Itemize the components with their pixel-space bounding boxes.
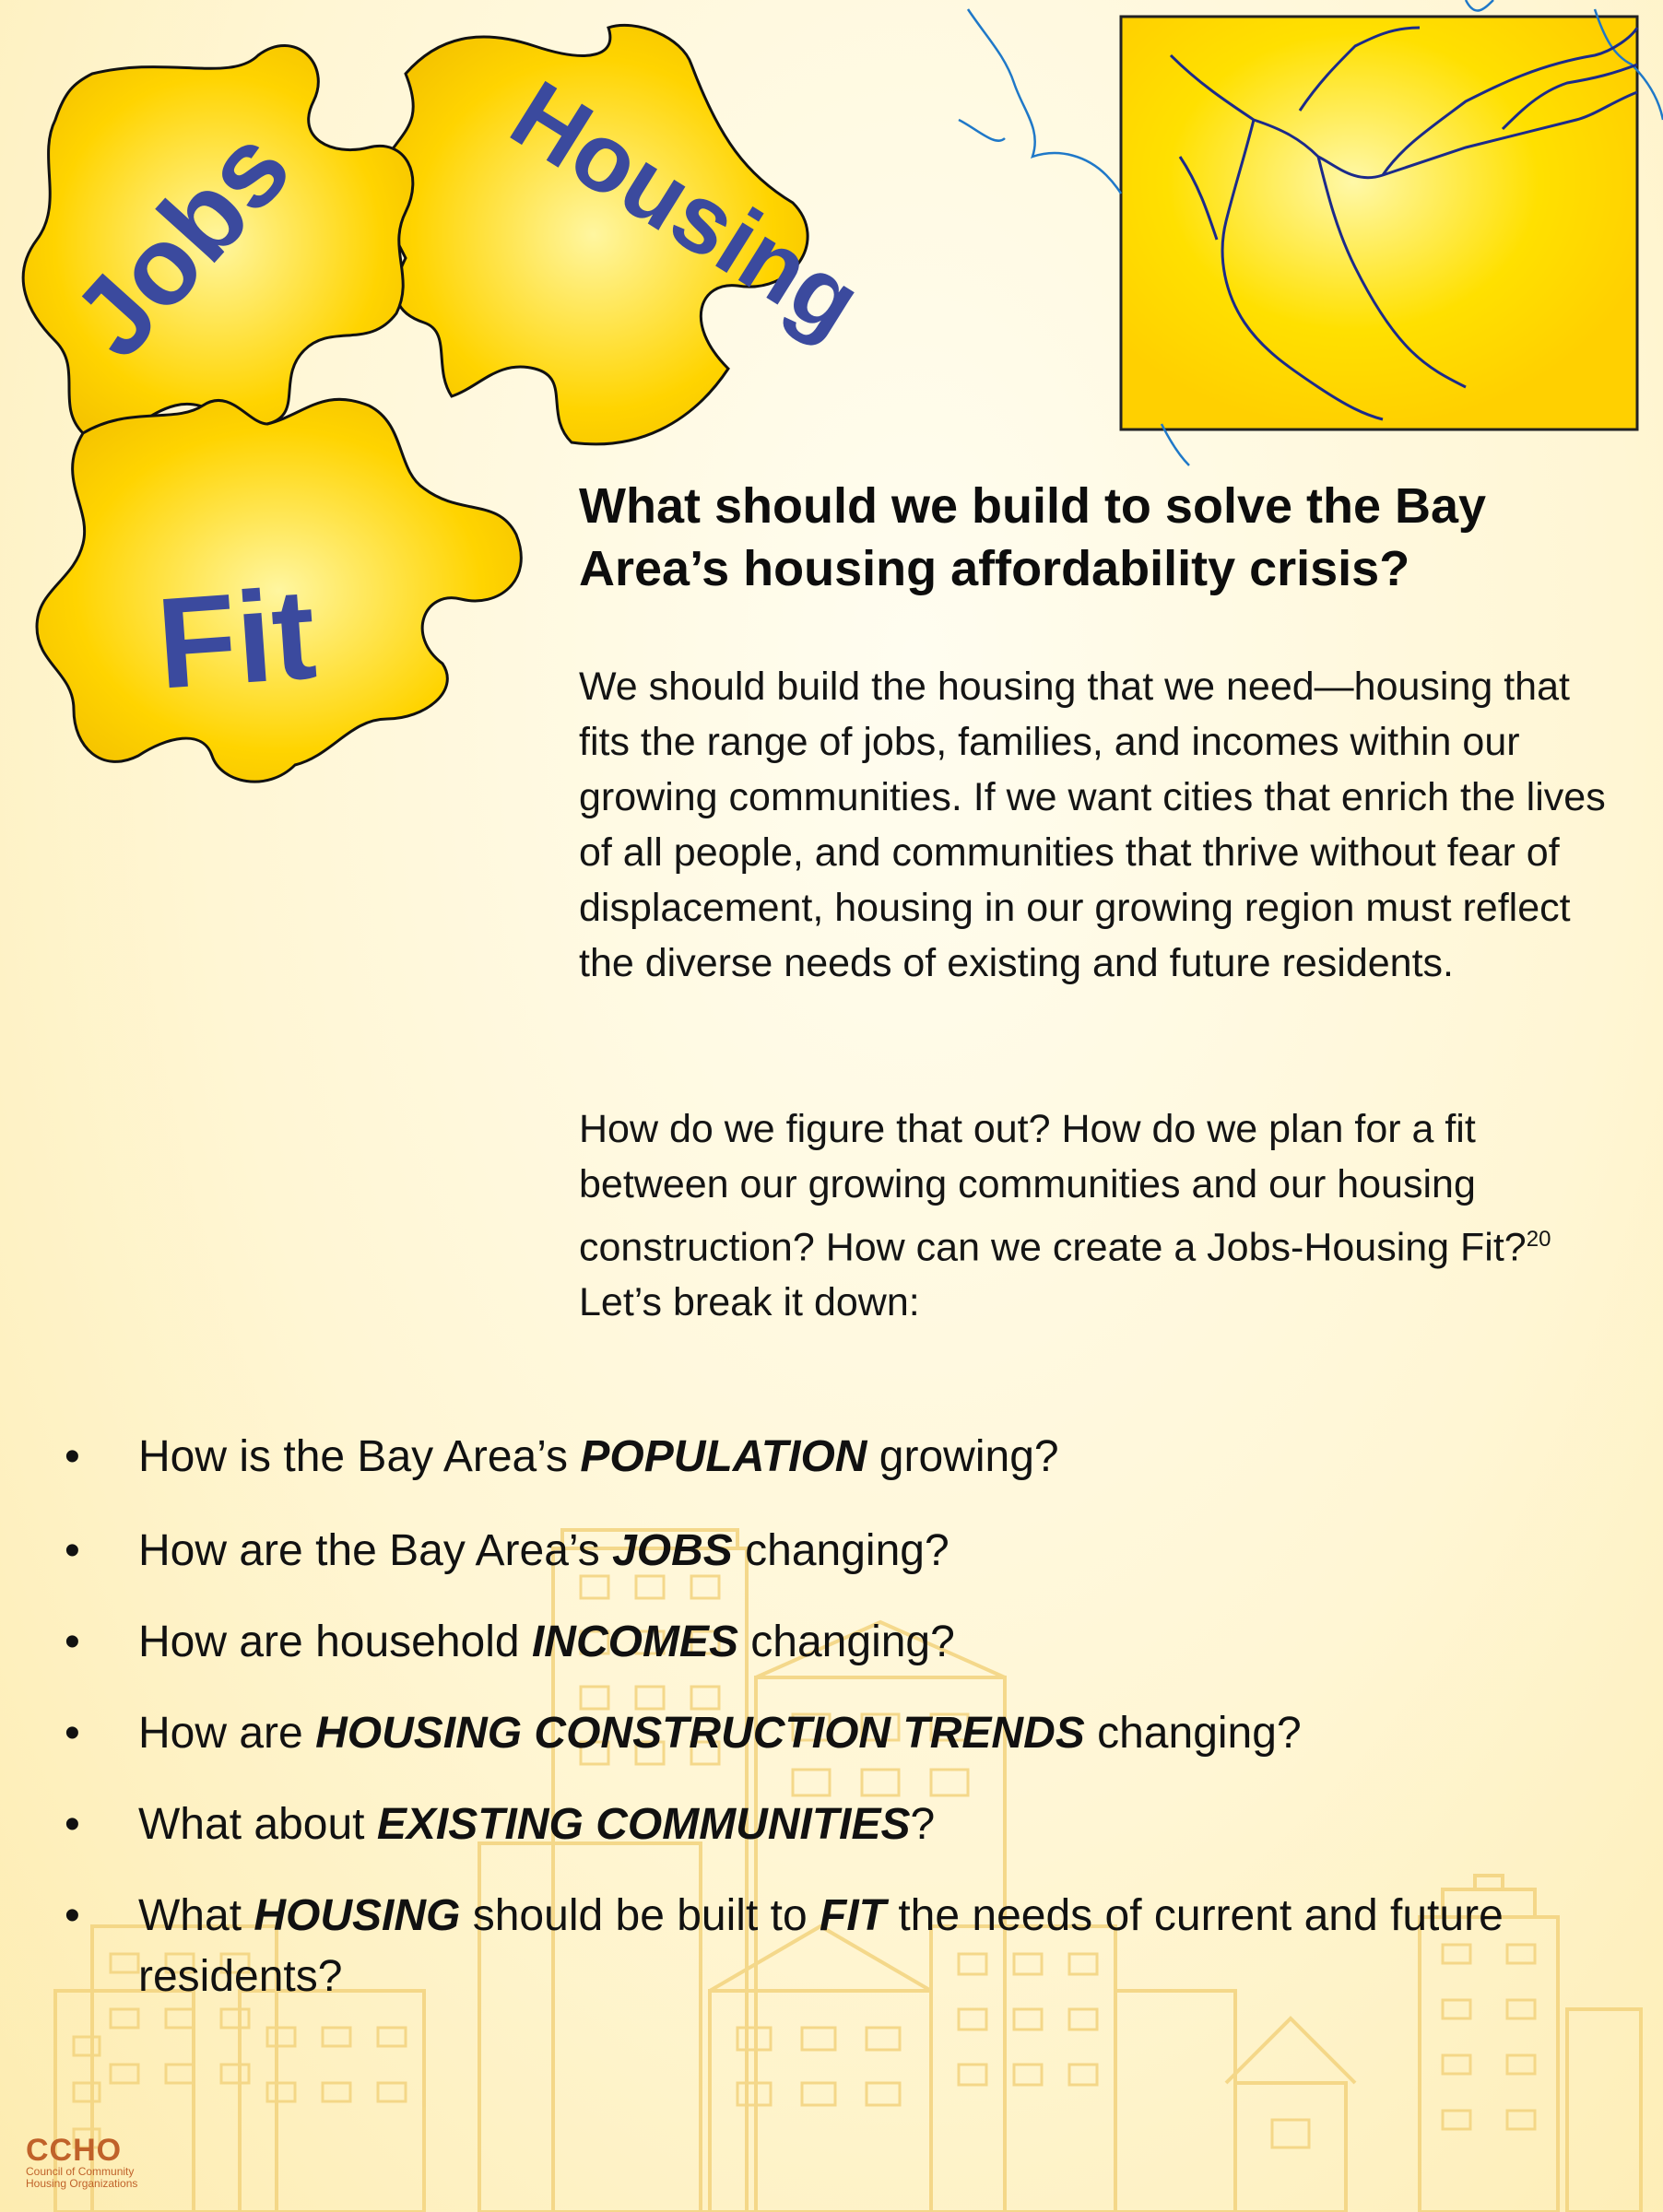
logo-line2: Housing Organizations — [26, 2177, 138, 2190]
question-text: How do we figure that out? How do we plan for a fit between our growing communities and our housing construction? How can we create a Jobs-Housing Fit? — [579, 1107, 1527, 1270]
bullet-text: should be built to — [460, 1891, 820, 1940]
bullet-emphasis: JOBS — [612, 1526, 733, 1575]
bullet-text: ? — [910, 1800, 936, 1849]
question-paragraph — [579, 1101, 1611, 1330]
bullet-point: • — [65, 1432, 80, 1481]
bullet-text: How are — [138, 1709, 316, 1758]
bullet-emphasis: HOUSING — [254, 1891, 461, 1940]
break-it-down-text: Let’s break it down: — [579, 1280, 920, 1325]
bullet-text: What — [138, 1891, 254, 1940]
bullet-text: growing? — [867, 1432, 1059, 1481]
bullet-text: How are household — [138, 1618, 532, 1666]
bullet-emphasis: HOUSING CONSTRUCTION TRENDS — [315, 1709, 1085, 1758]
bullet-text: How are the Bay Area’s — [138, 1526, 613, 1575]
ccho-logo — [26, 2135, 137, 2190]
jobs-word: Jobs — [49, 105, 314, 381]
intro-paragraph: We should build the housing that we need—housing that fits the range of jobs, families, and incomes within our growing communities. If we want cities that enrich the lives of all people, and communities that thrive without fear of displacement, housing in our growing region must reflect the diverse needs of existing and future residents. — [579, 665, 1606, 985]
bay-area-map — [949, 0, 1663, 470]
fit-word: Fit — [152, 560, 321, 716]
bullet-emphasis: FIT — [820, 1891, 886, 1940]
page-heading: What should we build to solve the Bay Area’s housing affordability crisis? — [579, 478, 1487, 596]
bullet-point: • — [65, 1800, 80, 1849]
bullet-text: changing? — [1084, 1709, 1302, 1758]
bullet-emphasis: EXISTING COMMUNITIES — [376, 1800, 911, 1849]
bullet-text: the needs of current and future residents? — [138, 1891, 1504, 2001]
bullet-text: How is the Bay Area’s — [138, 1432, 581, 1481]
logo-name: CCHO — [26, 2133, 123, 2168]
bullet-point: • — [65, 1618, 80, 1666]
footnote-marker: 20 — [1526, 1227, 1551, 1252]
bullet-text: changing? — [732, 1526, 949, 1575]
logo-line1: Council of Community — [26, 2165, 135, 2178]
bullet-emphasis: INCOMES — [531, 1618, 738, 1666]
bullet-text: What about — [138, 1800, 377, 1849]
bullet-point: • — [65, 1709, 80, 1758]
housing-word: Housing — [493, 60, 879, 358]
bullet-text: changing? — [737, 1618, 955, 1666]
bullet-point: • — [65, 1891, 80, 1940]
bullet-point: • — [65, 1526, 80, 1575]
bullet-emphasis: POPULATION — [580, 1432, 867, 1481]
